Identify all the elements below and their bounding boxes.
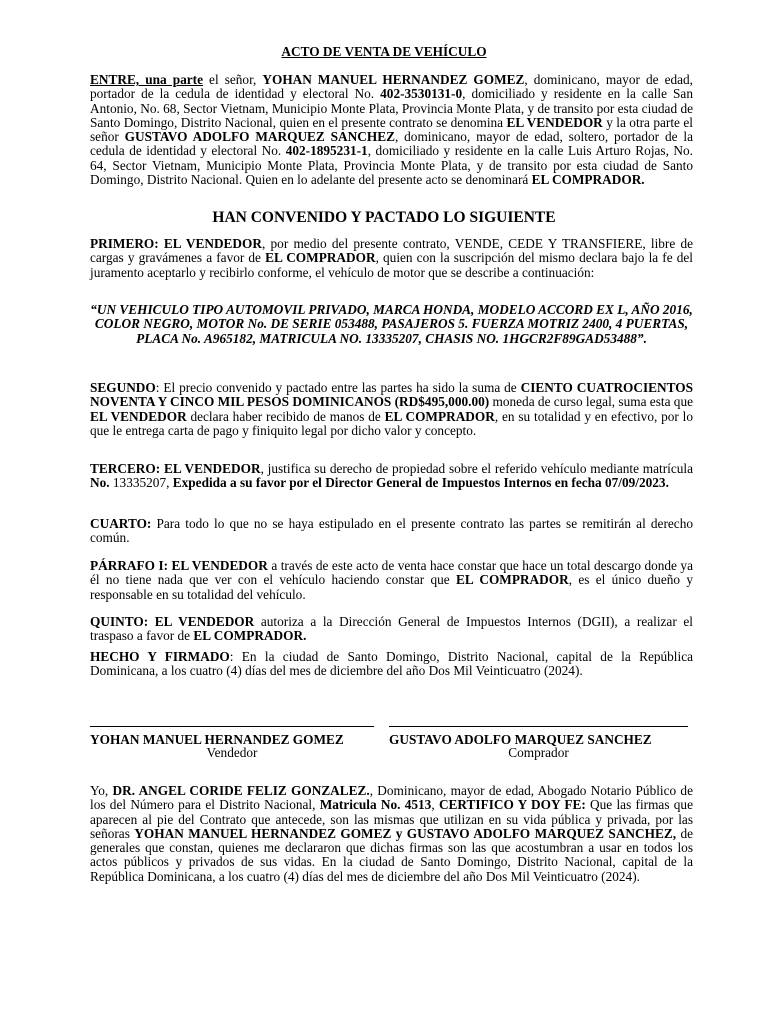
clause-text: , es el único dueño y responsable en su totalidad del vehículo.	[90, 572, 693, 602]
seller-signature-line	[90, 726, 374, 727]
intro-part: , dominicano, mayor de edad, soltero, portador de la cedula de identidad y electoral No.	[90, 129, 693, 159]
clause-text: Para todo lo que no se haya estipulado en el presente contrato las partes se remitirán al derecho común.	[90, 516, 693, 546]
intro-part: EL COMPRADOR.	[531, 172, 645, 188]
clause-text: EL COMPRADOR	[456, 572, 569, 588]
clause-segundo	[90, 381, 693, 438]
notary-text: de generales que constan, quienes me declararon que dichas firmas son las que acostumbran a usar en todos los actos públicos y privados de sus vidas. En la ciudad de Santo Domingo, Distrito Nacional, capital de la República Dominicana, a los cuatro (4) días del mes de diciembre del año Dos Mil Veinticuatro (2024).	[90, 825, 693, 884]
clause-text: autoriza a la Dirección General de Impuestos Internos (DGII), a realizar el traspaso a favor de	[90, 614, 693, 644]
clause-label: QUINTO: EL VENDEDOR	[90, 614, 255, 629]
clause-text: , en su totalidad y en efectivo, por lo que le entrega carta de pago y finiquito legal por dicho valor y concepto.	[90, 408, 693, 438]
clause-label: HECHO Y FIRMADO	[90, 649, 230, 664]
clause-quinto	[90, 615, 693, 644]
clause-text: EL COMPRADOR	[384, 408, 495, 424]
buyer-signature-role: Comprador	[508, 745, 569, 760]
buyer-id: 402-1895231-1	[285, 143, 368, 159]
clause-text: : En la ciudad de Santo Domingo, Distrito Nacional, capital de la República Dominicana, a los cuatro (4) días del mes de diciembre del año Dos Mil Veinticuatro (2024).	[90, 649, 693, 679]
intro-part: EL VENDEDOR	[506, 114, 603, 130]
intro-part: el señor,	[202, 72, 263, 87]
hecho-y-firmado	[90, 650, 693, 679]
document-title: ACTO DE VENTA DE VEHÍCULO	[281, 44, 487, 59]
clause-primero	[90, 237, 693, 280]
clause-tercero	[90, 462, 693, 491]
notary-text: ,	[431, 797, 439, 813]
vehicle-description: “UN VEHICULO TIPO AUTOMOVIL PRIVADO, MARCA HONDA, MODELO ACCORD EX L, AÑO 2016, COLOR NEGRO, MOTOR No. DE SERIE 053488, PASAJEROS 5. FUERZA MOTRIZ 2400, 4 PUERTAS, PLACA No. A965182, MATRICULA NO. 13335207, CHASIS NO. 1HGCR2F89GAD53488”.	[90, 302, 693, 346]
clause-text: , justifica su derecho de propiedad sobre el referido vehículo mediante matrícula	[260, 461, 693, 476]
seller-name: YOHAN MANUEL HERNANDEZ GOMEZ	[262, 72, 525, 87]
clause-parrafo-i	[90, 559, 693, 602]
clause-cuarto	[90, 517, 693, 546]
seller-signature-role: Vendedor	[206, 745, 258, 760]
clause-label: CUARTO:	[90, 516, 152, 531]
clause-text: EL COMPRADOR.	[193, 628, 307, 644]
clause-text: : El precio convenido y pactado entre las partes ha sido la suma de	[155, 380, 521, 395]
notary-text: Yo,	[90, 783, 113, 798]
clause-text: moneda de curso legal, suma esta que	[489, 394, 694, 410]
clause-text: EL COMPRADOR	[265, 250, 376, 266]
notary-text: , Dominicano, mayor de edad, Abogado Notario Público de los del Número para el Distrito Nacional,	[90, 783, 693, 813]
clause-label: PÁRRAFO I: EL VENDEDOR	[90, 558, 268, 573]
intro-paragraph	[90, 73, 693, 187]
seller-id: 402-3530131-0	[380, 86, 463, 102]
clause-text: Expedida a su favor por el Director General de Impuestos Internos en fecha 07/09/2023.	[172, 475, 669, 491]
clause-label: SEGUNDO	[90, 380, 156, 395]
intro-part: , domiciliado y residente en la calle San Antonio, No. 68, Sector Vietnam, Municipio Monte Plata, Provincia Monte Plata, y de transito por esta ciudad de Santo Domingo, Distrito Nacional, quien en el presente contrato se denomina	[90, 86, 693, 130]
buyer-name: GUSTAVO ADOLFO MARQUEZ SANCHEZ	[124, 129, 395, 145]
clause-text: , por medio del presente contrato, VENDE, CEDE Y TRANSFIERE, libre de cargas y gravámenes a favor de	[90, 236, 694, 266]
notary-certification	[90, 784, 693, 884]
seller-signature-name: YOHAN MANUEL HERNANDEZ GOMEZ	[90, 732, 344, 747]
clause-text: a través de este acto de venta hace constar que hace un total descargo donde ya él no tiene nada que ver con el vehículo haciendo constar que	[90, 558, 693, 588]
buyer-signature-line	[389, 726, 688, 727]
price-amount: CIENTO CUATROCIENTOS NOVENTA Y CINCO MIL PESOS DOMINICANOS (RD$495,000.00)	[90, 380, 694, 410]
section-heading: HAN CONVENIDO Y PACTADO LO SIGUIENTE	[212, 209, 556, 226]
clause-text: 13335207,	[109, 475, 173, 491]
clause-label: TERCERO: EL VENDEDOR	[90, 461, 261, 476]
notary-text: Que las firmas que aparecen al pie del Contrato que antecede, son las mismas que utilizan en su vida pública y privada, por las señoras	[90, 797, 693, 841]
clause-text: declara haber recibido de manos de	[186, 408, 385, 424]
buyer-signature-name: GUSTAVO ADOLFO MARQUEZ SANCHEZ	[389, 732, 652, 747]
intro-part: ENTRE, una parte	[90, 72, 203, 87]
intro-part: , domiciliado y residente en la calle Luis Arturo Rojas, No. 64, Sector Vietnam, Municipio Monte Plata, Provincia Monte Plata, y de transito por esta ciudad de Santo Domingo, Distrito Nacional. Quien en lo adelante del presente acto se denominará	[90, 143, 693, 188]
intro-part: y la otra parte el señor	[90, 114, 693, 145]
clause-text: No.	[90, 475, 110, 491]
intro-part: , dominicano, mayor de edad, portador de la cedula de identidad y electoral No.	[90, 72, 694, 102]
clause-label: PRIMERO: EL VENDEDOR	[90, 236, 262, 251]
notary-text: YOHAN MANUEL HERNANDEZ GOMEZ y GUSTAVO ADOLFO MARQUEZ SANCHEZ,	[134, 825, 677, 841]
notary-name: DR. ANGEL CORIDE FELIZ GONZALEZ.	[112, 783, 370, 798]
clause-text: , quien con la suscripción del mismo declara bajo la fe del juramento aceptarlo y recibirlo conforme, el vehículo de motor que se describe a continuación:	[90, 250, 693, 280]
clause-text: EL VENDEDOR	[90, 408, 187, 424]
notary-text: CERTIFICO Y DOY FE:	[438, 797, 586, 813]
notary-registration: Matricula No. 4513	[319, 797, 432, 813]
